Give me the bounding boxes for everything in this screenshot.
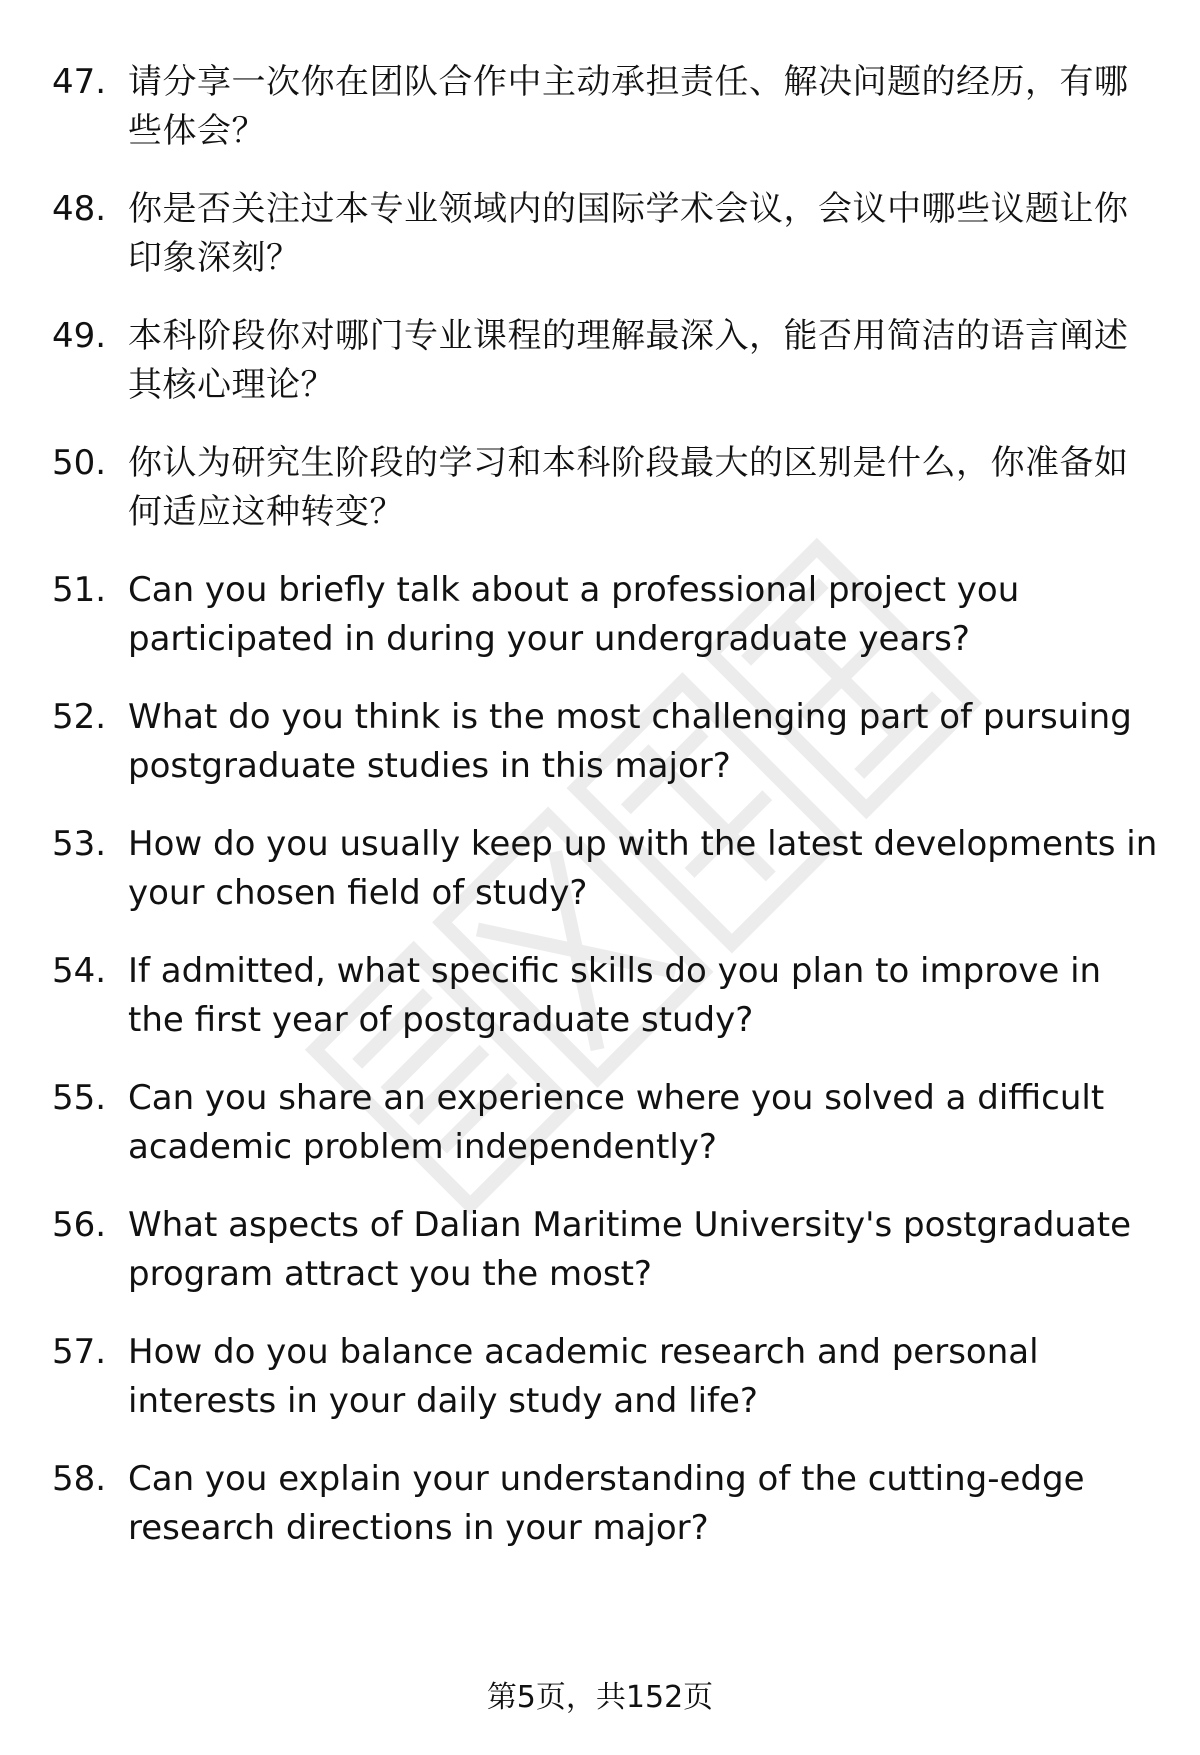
question-number: 57.: [52, 1332, 107, 1372]
question-number: 55.: [52, 1078, 107, 1118]
question-number: 53.: [52, 824, 107, 864]
question-text: What do you think is the most challenging part of pursuing postgraduate studies in this major?: [128, 697, 1132, 786]
page-footer: 第5页，共152页: [486, 1680, 714, 1715]
question-text: How do you usually keep up with the latest developments in your chosen field of study?: [128, 824, 1158, 913]
question-text: What aspects of Dalian Maritime University's postgraduate program attract you the most?: [128, 1205, 1132, 1294]
question-text: If admitted, what specific skills do you plan to improve in the first year of postgraduate study?: [128, 951, 1102, 1040]
question-text: 请分享一次你在团队合作中主动承担责任、解决问题的经历，有哪些体会？: [128, 62, 1129, 151]
question-number: 54.: [52, 951, 107, 991]
question-number: 58.: [52, 1459, 107, 1499]
question-item: [52, 693, 1162, 791]
question-number: 56.: [52, 1205, 107, 1245]
question-item: [52, 312, 1162, 410]
question-item: [52, 439, 1162, 537]
question-number: 52.: [52, 697, 107, 737]
question-list: [52, 58, 1162, 1582]
question-number: 47.: [52, 62, 107, 102]
question-text: 本科阶段你对哪门专业课程的理解最深入，能否用简洁的语言阐述其核心理论？: [128, 316, 1129, 405]
question-item: [52, 1074, 1162, 1172]
question-text: Can you briefly talk about a professional project you participated in during your undergraduate years?: [128, 570, 1020, 659]
question-text: 你认为研究生阶段的学习和本科阶段最大的区别是什么，你准备如何适应这种转变？: [128, 443, 1129, 532]
question-item: [52, 1455, 1162, 1553]
question-text: How do you balance academic research and personal interests in your daily study and life?: [128, 1332, 1039, 1421]
question-item: [52, 566, 1162, 664]
question-text: Can you share an experience where you solved a difficult academic problem independently?: [128, 1078, 1105, 1167]
question-item: [52, 820, 1162, 918]
question-text: Can you explain your understanding of the cutting-edge research directions in your major?: [128, 1459, 1085, 1548]
question-item: [52, 1328, 1162, 1426]
question-item: [52, 185, 1162, 283]
question-text: 你是否关注过本专业领域内的国际学术会议，会议中哪些议题让你印象深刻？: [128, 189, 1129, 278]
question-item: [52, 1201, 1162, 1299]
question-item: [52, 947, 1162, 1045]
question-number: 49.: [52, 316, 107, 356]
question-number: 48.: [52, 189, 107, 229]
question-number: 51.: [52, 570, 107, 610]
question-item: [52, 58, 1162, 156]
question-number: 50.: [52, 443, 107, 483]
